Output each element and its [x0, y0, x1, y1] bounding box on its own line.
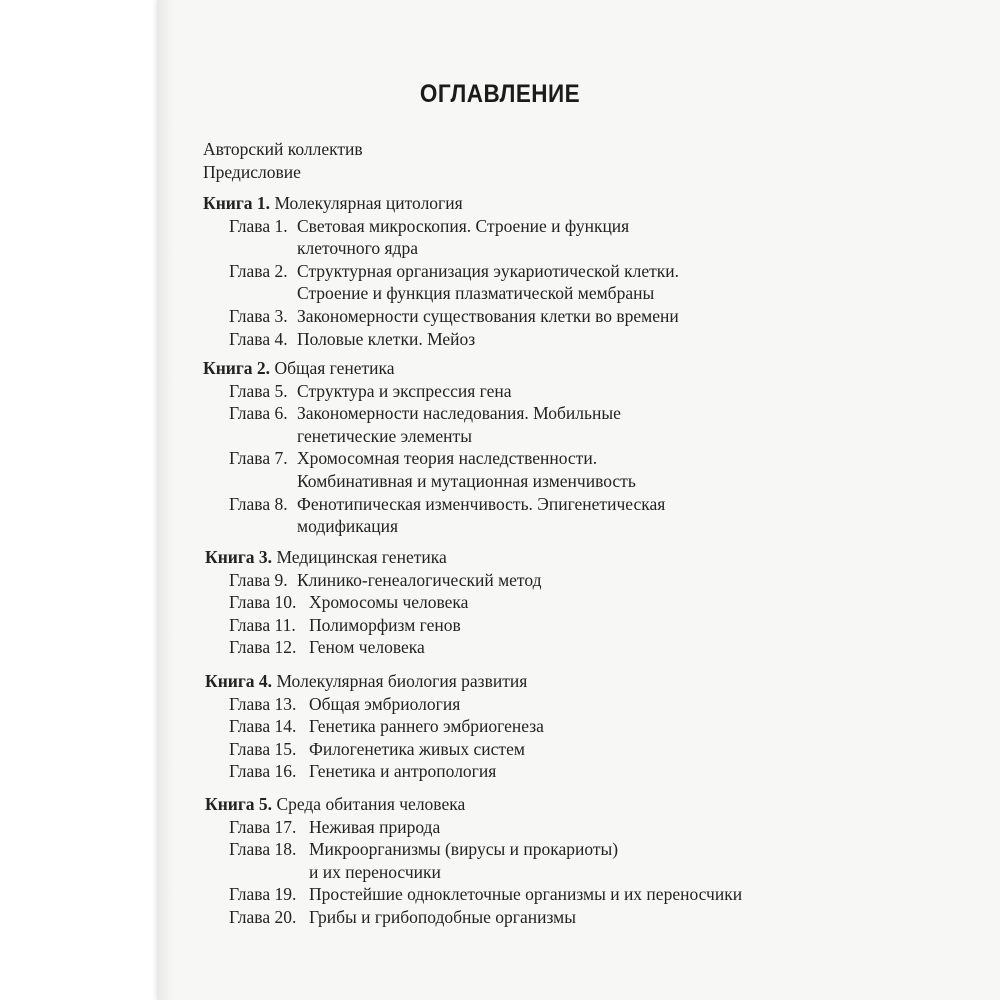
- chapter-entry[interactable]: [229, 447, 598, 469]
- page-title: ОГЛАВЛЕНИЕ: [419, 80, 581, 108]
- chapter-entry[interactable]: [229, 838, 619, 860]
- chapter-entry[interactable]: [229, 305, 679, 327]
- chapter-number: Глава 11.: [229, 614, 296, 635]
- chapter-entry[interactable]: [229, 693, 461, 715]
- chapter-title-continuation[interactable]: [297, 470, 636, 492]
- chapter-entry[interactable]: [229, 715, 544, 737]
- chapter-title-continuation[interactable]: [309, 861, 441, 883]
- chapter-entry[interactable]: [229, 215, 630, 237]
- book-heading[interactable]: [205, 793, 465, 815]
- chapter-number: Глава 10.: [229, 592, 297, 613]
- chapter-title-continuation[interactable]: [297, 237, 418, 259]
- chapter-number: Глава 12.: [229, 637, 297, 658]
- chapter-title: Структурная организация эукариотической клетки.: [297, 260, 680, 281]
- chapter-entry[interactable]: [229, 569, 542, 591]
- book-number: Книга 4.: [205, 671, 273, 691]
- chapter-entry[interactable]: [229, 816, 441, 838]
- chapter-title: Неживая природа: [309, 816, 441, 837]
- chapter-entry[interactable]: [229, 260, 680, 282]
- chapter-title: Строение и функция плазматической мембраны: [297, 283, 655, 304]
- chapter-title: Общая эмбриология: [309, 693, 461, 714]
- chapter-title: Фенотипическая изменчивость. Эпигенетическая: [297, 493, 666, 514]
- book-title: Медицинская генетика: [272, 547, 447, 567]
- chapter-entry[interactable]: [229, 402, 621, 424]
- chapter-title: и их переносчики: [309, 861, 441, 882]
- chapter-number: Глава 6.: [229, 403, 288, 424]
- chapter-number: Глава 16.: [229, 761, 297, 782]
- chapter-entry[interactable]: [229, 591, 469, 613]
- chapter-title: Филогенетика живых систем: [309, 738, 525, 759]
- chapter-title: Простейшие одноклеточные организмы и их переносчики: [309, 884, 743, 905]
- chapter-number: Глава 18.: [229, 839, 297, 860]
- book-number: Книга 1.: [203, 193, 271, 213]
- chapter-entry[interactable]: [229, 614, 461, 636]
- chapter-number: Глава 20.: [229, 907, 297, 927]
- book-number: Книга 5.: [205, 794, 273, 814]
- chapter-title: Половые клетки. Мейоз: [297, 328, 476, 349]
- chapter-title: Клинико-генеалогический метод: [297, 569, 542, 590]
- front-matter-item[interactable]: [203, 138, 363, 160]
- front-matter-label: Авторский коллектив: [203, 139, 363, 159]
- chapter-title-continuation[interactable]: [297, 282, 654, 304]
- chapter-title: Хромосомы человека: [309, 592, 469, 613]
- chapter-title: Микроорганизмы (вирусы и прокариоты): [309, 839, 619, 860]
- chapter-entry[interactable]: [229, 883, 743, 905]
- book-heading[interactable]: [203, 192, 463, 214]
- chapter-title: Закономерности существования клетки во времени: [297, 306, 679, 326]
- chapter-title: Хромосомная теория наследственности.: [297, 448, 598, 469]
- chapter-title: Структура и экспрессия гена: [297, 380, 512, 401]
- book-heading[interactable]: [203, 357, 395, 379]
- chapter-number: Глава 13.: [229, 693, 297, 714]
- chapter-number: Глава 19.: [229, 884, 297, 905]
- chapter-number: Глава 14.: [229, 716, 297, 737]
- chapter-entry[interactable]: [229, 493, 666, 515]
- chapter-title-continuation[interactable]: [297, 425, 472, 447]
- book-title: Общая генетика: [270, 358, 395, 378]
- chapter-entry[interactable]: [229, 906, 576, 928]
- book-number: Книга 3.: [205, 547, 273, 567]
- chapter-number: Глава 3.: [229, 306, 288, 326]
- chapter-number: Глава 1.: [229, 215, 288, 236]
- chapter-number: Глава 8.: [229, 493, 288, 514]
- page-gutter-shadow: [157, 0, 175, 1000]
- chapter-number: Глава 2.: [229, 260, 288, 281]
- book-title: Молекулярная биология развития: [272, 671, 528, 691]
- chapter-title: модификация: [297, 516, 399, 537]
- chapter-number: Глава 15.: [229, 738, 297, 759]
- chapter-title: Световая микроскопия. Строение и функция: [297, 215, 630, 236]
- chapter-entry[interactable]: [229, 636, 425, 658]
- book-heading[interactable]: [205, 546, 447, 568]
- book-heading[interactable]: [205, 670, 527, 692]
- chapter-number: Глава 7.: [229, 448, 288, 469]
- chapter-entry[interactable]: [229, 738, 525, 760]
- chapter-entry[interactable]: [229, 328, 476, 350]
- chapter-number: Глава 4.: [229, 328, 288, 349]
- book-number: Книга 2.: [203, 358, 271, 378]
- chapter-title: Генетика и антропология: [309, 761, 497, 782]
- chapter-title: клеточного ядра: [297, 238, 418, 259]
- chapter-number: Глава 9.: [229, 569, 288, 590]
- chapter-title: Комбинативная и мутационная изменчивость: [297, 471, 636, 491]
- book-title: Среда обитания человека: [272, 794, 466, 814]
- book-title: Молекулярная цитология: [270, 193, 463, 213]
- chapter-title: Геном человека: [309, 637, 425, 658]
- chapter-title: Генетика раннего эмбриогенеза: [309, 716, 544, 737]
- chapter-number: Глава 5.: [229, 380, 288, 401]
- front-matter-label: Предисловие: [203, 161, 301, 182]
- chapter-number: Глава 17.: [229, 816, 297, 837]
- chapter-entry[interactable]: [229, 760, 497, 782]
- chapter-title: Грибы и грибоподобные организмы: [309, 907, 576, 927]
- chapter-title: Закономерности наследования. Мобильные: [297, 403, 621, 424]
- chapter-title: генетические элементы: [297, 425, 472, 446]
- chapter-title-continuation[interactable]: [297, 515, 398, 537]
- chapter-title: Полиморфизм генов: [309, 614, 461, 635]
- front-matter-item[interactable]: [203, 161, 301, 183]
- chapter-entry[interactable]: [229, 380, 512, 402]
